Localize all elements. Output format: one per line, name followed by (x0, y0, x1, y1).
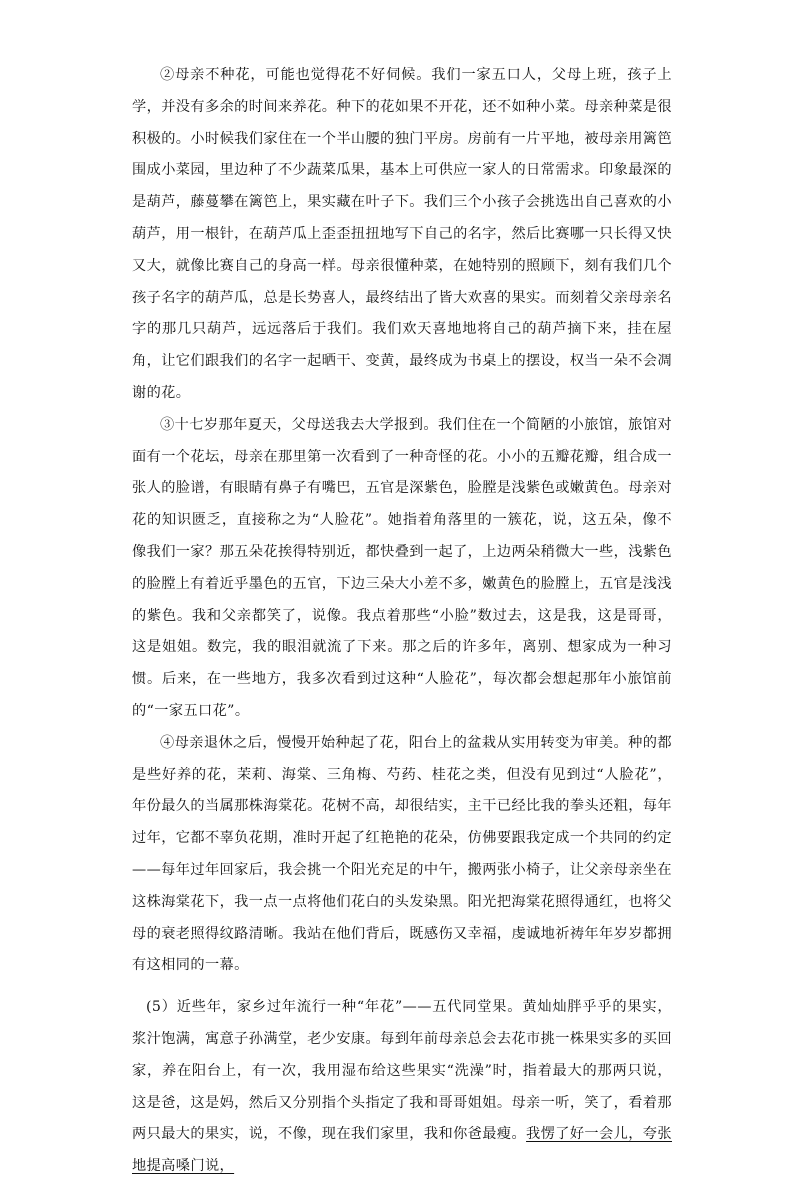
paragraph-5-text: (5）近些年，家乡过年流行一种“年花”——五代同堂果。黄灿灿胖乎乎的果实，浆汁饱满，寓意子孙满堂，老少安康。每到年前母亲总会去花市挑一株果实多的买回家，养在阳台上，有一次，我用湿布给这些果实“洗澡”时，指着最大的那两只说，这是爸，这是妈，然后又分别指个头指定了我和哥哥姐姐。母亲一听，笑了，看着那两只最大的果实，说，不像，现在我们家里，我和你爸最瘦。 (132, 999, 672, 1143)
paragraph-4: ④母亲退休之后，慢慢开始种起了花，阳台上的盆栽从实用转变为审美。种的都是些好养的花，茉莉、海棠、三角梅、芍药、桂花之类，但没有见到过“人脸花”，年份最久的当属那株海棠花。花树不高，却很结实，主干已经比我的拳头还粗，每年过年，它都不辜负花期，准时开起了红艳艳的花朵，仿佛要跟我定成一个共同的约定——每年过年回家后，我会挑一个阳光充足的中午，搬两张小椅子，让父亲母亲坐在这株海棠花下，我一点一点将他们花白的头发染黑。阳光把海棠花照得通红，也将父母的衰老照得纹路清晰。我站在他们背后，既感伤又幸福，虔诚地祈祷年年岁岁都拥有这相同的一幕。 (132, 734, 672, 974)
paragraph-3: ③十七岁那年夏天，父母送我去大学报到。我们住在一个简陋的小旅馆，旅馆对面有一个花坛，母亲在那里第一次看到了一种奇怪的花。小小的五瓣花瓣，组合成一张人的脸谱，有眼睛有鼻子有嘴巴，五官是深紫色，脸膛是浅紫色或嫩黄色。母亲对花的知识匮乏，直接称之为“人脸花”。她指着角落里的一簇花，说，这五朵，像不像我们一家？那五朵花挨得特别近，都快叠到一起了，上边两朵稍微大一些，浅紫色的脸膛上有着近乎墨色的五官，下边三朵大小差不多，嫩黄色的脸膛上，五官是浅浅的紫色。我和父亲都笑了，说像。我点着那些“小脸”数过去，这是我，这是哥哥，这是姐姐。数完，我的眼泪就流了下来。那之后的许多年，离别、想家成为一种习惯。后来，在一些地方，我多次看到过这种“人脸花”，每次都会想起那年小旅馆前的“一家五口花”。 (132, 416, 672, 719)
paragraph-2: ②母亲不种花，可能也觉得花不好伺候。我们一家五口人，父母上班，孩子上学，并没有多余的时间来养花。种下的花如果不开花，还不如种小菜。母亲种菜是很积极的。小时候我们家住在一个半山腰的独门平房。房前有一片平地，被母亲用篱笆围成小菜园，里边种了不少蔬菜瓜果，基本上可供应一家人的日常需求。印象最深的是葫芦，藤蔓攀在篱笆上，果实藏在叶子下。我们三个小孩子会挑选出自己喜欢的小葫芦，用一根针，在葫芦瓜上歪歪扭扭地写下自己的名字，然后比赛哪一只长得又快又大，就像比赛自己的身高一样。母亲很懂种菜，在她特别的照顾下，刻有我们几个孩子名字的葫芦瓜，总是长势喜人，最终结出了皆大欢喜的果实。而刻着父亲母亲名字的那几只葫芦，远远落后于我们。我们欢天喜地地将自己的葫芦摘下来，挂在屋角，让它们跟我们的名字一起晒干、变黄，最终成为书桌上的摆设，权当一朵不会凋谢的花。 (132, 67, 672, 401)
paragraph-5 (132, 992, 672, 1183)
article-body (132, 60, 672, 1183)
underlined-sentence: 我愣了好一会儿，夸张地提高嗓门说， (132, 1126, 672, 1175)
